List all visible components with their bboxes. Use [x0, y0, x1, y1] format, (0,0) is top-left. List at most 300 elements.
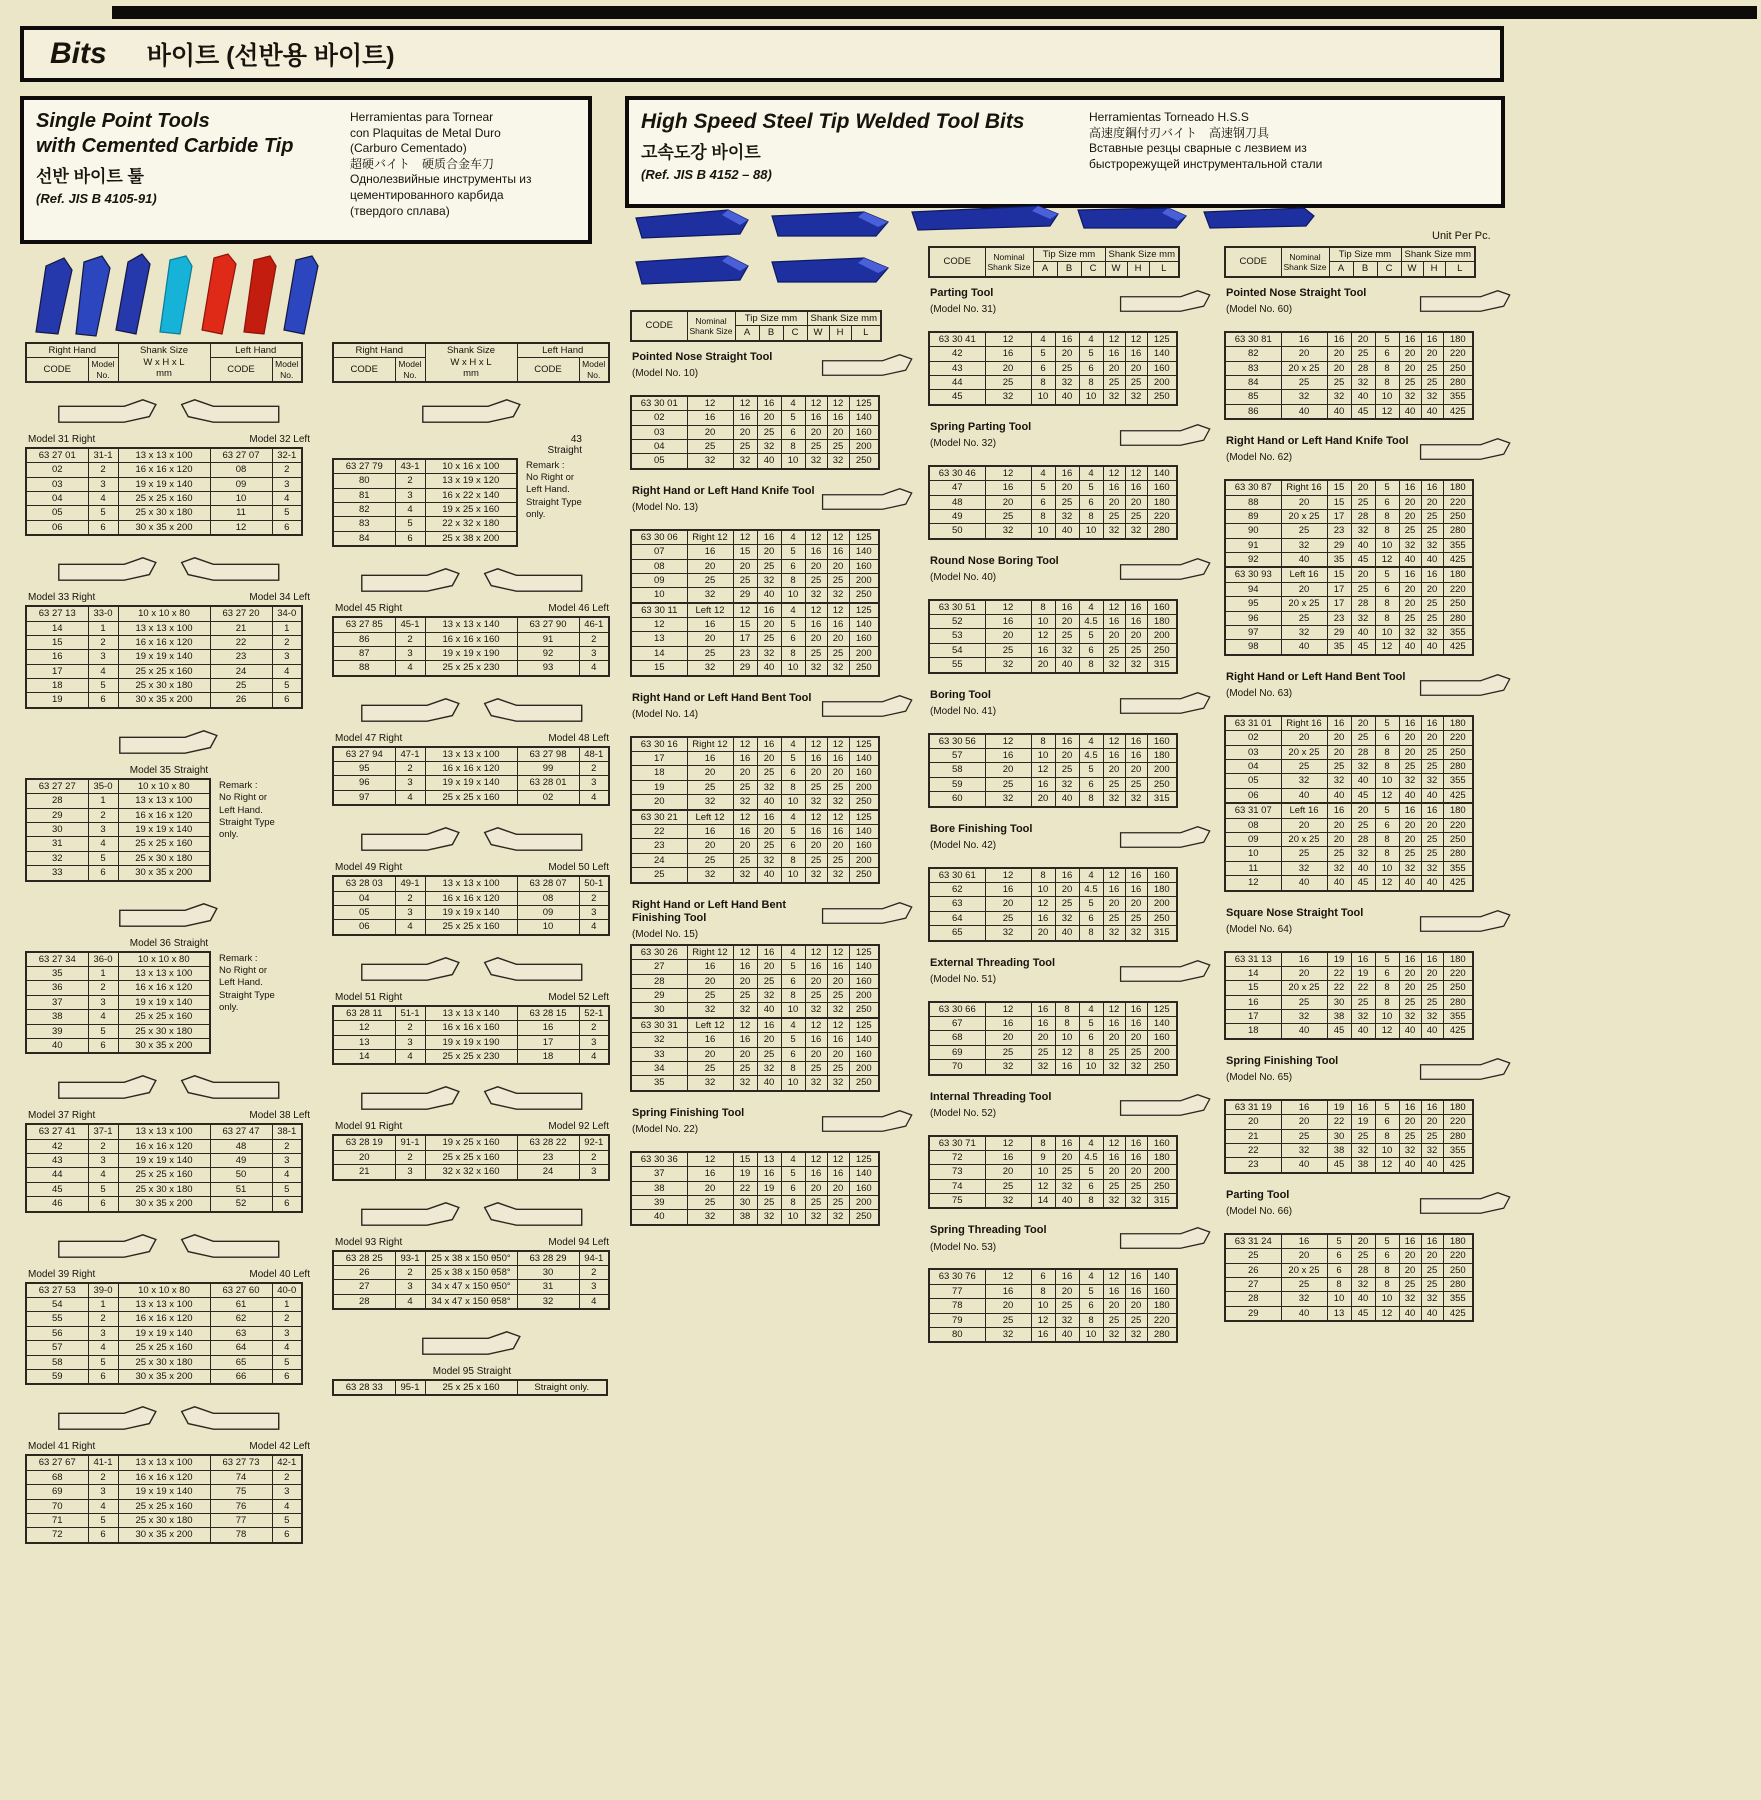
model-number: (Model No. 10) — [632, 367, 699, 379]
table-cell: 20 — [757, 411, 781, 425]
tool-bit-illustration — [1118, 1091, 1214, 1119]
table-cell: 8 — [1375, 611, 1399, 625]
table-row — [333, 876, 609, 891]
table-cell: 19 — [1327, 952, 1351, 967]
table-row — [1225, 731, 1473, 745]
table-cell: 6 — [272, 520, 302, 535]
model-label: Model 95 Straight — [432, 1366, 512, 1378]
table-cell: 46 — [26, 1197, 88, 1212]
table-row — [1225, 759, 1473, 773]
table-cell: 25 — [985, 643, 1031, 657]
carbide-section-header — [20, 96, 592, 244]
table-cell: 280 — [1147, 1328, 1177, 1343]
table-cell: 32 — [1055, 375, 1079, 389]
table-cell: 20 — [805, 632, 827, 646]
hss-section-header — [625, 96, 1505, 208]
left-hand-header: Left Hand — [210, 343, 302, 358]
table-row — [631, 989, 879, 1003]
table-cell: 32 — [757, 1062, 781, 1076]
table-cell: 10 — [1031, 1165, 1055, 1179]
model-number: (Model No. 53) — [930, 1241, 997, 1253]
tool-bit-illustration — [177, 397, 282, 425]
table-cell: 32 — [1351, 524, 1375, 538]
table-cell: 20 — [1351, 1234, 1375, 1249]
table-cell: 4 — [272, 1341, 302, 1355]
model-illustration — [25, 892, 313, 938]
table-cell: 12 — [827, 530, 849, 545]
table-cell: 25 — [1327, 847, 1351, 861]
table-cell: 25 — [827, 439, 849, 453]
table-cell: 32 — [1399, 1144, 1421, 1158]
table-cell: 25 — [1421, 995, 1443, 1009]
data-table — [25, 951, 211, 1055]
table-cell: 32 — [1103, 1060, 1125, 1075]
table-cell: 32 — [733, 795, 757, 810]
table-cell: 10 — [517, 920, 579, 935]
table-cell: 16 — [1055, 1269, 1079, 1284]
table-cell: 220 — [1443, 347, 1473, 361]
table-cell: 40 — [1281, 1306, 1327, 1321]
table-cell: 3 — [272, 1485, 302, 1499]
table-cell: 63 30 56 — [929, 734, 985, 749]
table-cell: 6 — [1327, 1263, 1351, 1277]
table-cell: 32 — [733, 454, 757, 469]
table-cell: 25 — [1103, 375, 1125, 389]
table-cell: 220 — [1443, 1115, 1473, 1129]
table-row — [1225, 716, 1473, 731]
table-cell: 25 — [1103, 509, 1125, 523]
table-cell: 04 — [333, 891, 395, 905]
table-cell: 3 — [395, 1280, 425, 1294]
model-illustration — [820, 692, 916, 725]
table-row — [26, 966, 210, 980]
table-cell: 30 x 35 x 200 — [118, 520, 210, 535]
table-row — [631, 559, 879, 573]
table-cell: 12 — [210, 520, 272, 535]
table-row — [631, 1181, 879, 1195]
table-cell: 15 — [1225, 981, 1281, 995]
table-row — [1225, 404, 1473, 419]
table-cell: 8 — [781, 853, 805, 867]
table-cell: 65 — [210, 1355, 272, 1369]
table-cell: 16 x 16 x 160 — [425, 1021, 517, 1035]
table-cell: 25 — [631, 868, 687, 883]
table-cell: 12 — [1375, 553, 1399, 568]
table-cell: 8 — [1375, 1129, 1399, 1143]
model-number: (Model No. 14) — [632, 708, 699, 720]
table-cell: 32 — [1351, 1144, 1375, 1158]
table-cell: 20 — [1421, 731, 1443, 745]
table-cell: 20 — [1399, 981, 1421, 995]
table-cell: 21 — [210, 621, 272, 635]
table-cell: 19 x 19 x 140 — [118, 995, 210, 1009]
table-cell: 51-1 — [395, 1006, 425, 1021]
table-cell: 425 — [1443, 1158, 1473, 1173]
tool-bit-illustration — [117, 901, 222, 929]
table-cell: 250 — [1147, 777, 1177, 791]
hss-tool-block — [1224, 905, 1516, 1040]
table-cell: 30 — [26, 823, 88, 837]
table-cell: 54 — [929, 643, 985, 657]
code-header: CODE — [1225, 247, 1281, 277]
table-cell: 19 x 19 x 140 — [118, 477, 210, 491]
table-cell: 83 — [333, 517, 395, 531]
table-cell: 16 — [1399, 567, 1421, 582]
table-cell: 355 — [1443, 538, 1473, 552]
table-row — [631, 945, 879, 960]
table-cell: 20 — [733, 425, 757, 439]
table-row — [929, 600, 1177, 615]
table-cell: 17 — [1327, 582, 1351, 596]
tool-bit-illustration — [1118, 957, 1214, 985]
tool-block-header — [1224, 669, 1516, 715]
table-cell: 32 — [1399, 861, 1421, 875]
table-cell: 32 — [1399, 774, 1421, 788]
table-cell: 70 — [929, 1060, 985, 1075]
table-cell: 32 — [985, 1194, 1031, 1209]
model-illustration — [1418, 907, 1514, 940]
table-cell: 16 — [1055, 868, 1079, 883]
table-cell: 3 — [88, 1326, 118, 1340]
model-label: Model 45 Right — [335, 603, 403, 615]
model-illustration — [332, 1075, 612, 1121]
table-cell: 14 — [1225, 966, 1281, 980]
table-cell: 140 — [1147, 347, 1177, 361]
table-cell: 8 — [781, 1062, 805, 1076]
table-cell: 4 — [781, 396, 805, 411]
model-illustration — [1118, 1091, 1214, 1124]
table-cell: 5 — [1079, 897, 1103, 911]
tool-bit-illustration — [1418, 1055, 1514, 1083]
model-label: Model 46 Left — [548, 603, 609, 615]
table-cell: 20 — [1281, 1115, 1327, 1129]
table-cell: 25 — [1103, 643, 1125, 657]
table-cell: 22 — [733, 1181, 757, 1195]
table-cell: 25 — [1421, 361, 1443, 375]
table-cell: 6 — [1079, 361, 1103, 375]
tool-block-header — [630, 690, 918, 736]
table-cell: 2 — [395, 474, 425, 488]
table-cell: 04 — [631, 439, 687, 453]
table-cell: 5 — [781, 545, 805, 559]
table-row — [26, 1370, 302, 1385]
table-cell: 84 — [333, 531, 395, 546]
model-labels — [332, 603, 612, 616]
tool-bit-illustration — [420, 397, 525, 425]
table-cell: 425 — [1443, 788, 1473, 803]
table-cell: 20 — [1399, 582, 1421, 596]
table-cell: 4 — [579, 1049, 609, 1064]
table-cell: 25 — [1103, 777, 1125, 791]
table-cell: 71 — [26, 1513, 88, 1527]
table-cell: 39 — [631, 1196, 687, 1210]
table-cell: 20 — [827, 1047, 849, 1061]
table-cell: 25 — [1421, 524, 1443, 538]
table-cell: 15 — [1327, 567, 1351, 582]
hss-tool-bits-illustration — [632, 204, 902, 300]
table-cell: 16 — [1055, 1136, 1079, 1151]
table-cell: 20 — [1281, 347, 1327, 361]
table-row — [333, 1150, 609, 1164]
table-cell: 4 — [88, 1499, 118, 1513]
table-cell: 12 — [985, 332, 1031, 347]
table-cell: 63 27 07 — [210, 448, 272, 463]
table-cell: 20 — [1421, 347, 1443, 361]
tool-bit-illustration — [1118, 555, 1214, 583]
table-cell: 4 — [1079, 466, 1103, 481]
table-cell: 40 — [1399, 1158, 1421, 1173]
table-cell: 63 28 33 — [333, 1380, 395, 1395]
table-cell: 32 — [1281, 1292, 1327, 1306]
table-row — [333, 1135, 609, 1150]
table-cell: 20 — [827, 425, 849, 439]
table-cell: 63 28 01 — [517, 776, 579, 790]
table-cell: 20 — [985, 897, 1031, 911]
table-cell: 32 — [517, 1294, 579, 1309]
table-cell: 25 — [1125, 1179, 1147, 1193]
table-cell: 9 — [1031, 1150, 1055, 1164]
model-label: Model 47 Right — [335, 732, 403, 744]
model-label: Model 33 Right — [28, 592, 96, 604]
table-cell: 10 — [1079, 1060, 1103, 1075]
table-cell: 8 — [1375, 597, 1399, 611]
table-cell: 20 — [1281, 731, 1327, 745]
table-row — [26, 1197, 302, 1212]
table-cell: 1 — [88, 966, 118, 980]
table-cell: 20 — [687, 974, 733, 988]
table-cell: 40 — [1281, 1024, 1327, 1039]
table-cell: 12 — [1375, 1158, 1399, 1173]
table-cell: 25 — [1281, 611, 1327, 625]
table-cell: 20 — [1055, 749, 1079, 763]
table-cell: 250 — [1147, 390, 1177, 405]
table-cell: 63 — [929, 897, 985, 911]
table-cell: 4 — [395, 502, 425, 516]
table-cell: 35 — [1327, 553, 1351, 568]
table-cell: 32 — [1421, 774, 1443, 788]
table-cell: 25 — [1421, 981, 1443, 995]
table-cell: 32 — [827, 1076, 849, 1091]
table-row — [26, 779, 210, 794]
table-cell: 16 — [1125, 749, 1147, 763]
table-cell: 20 — [733, 559, 757, 573]
table-cell: 25 — [757, 632, 781, 646]
table-cell: 4 — [1079, 1002, 1103, 1017]
table-cell: 180 — [1147, 882, 1177, 896]
table-cell: 8 — [1031, 868, 1055, 883]
tool-bit-illustration — [359, 825, 464, 853]
table-cell: 21 — [1225, 1129, 1281, 1143]
table-cell: 12 — [827, 1152, 849, 1167]
model-illustration — [25, 719, 313, 765]
table-cell: 12 — [1103, 734, 1125, 749]
model-label: Model 36 Straight — [129, 937, 209, 949]
data-table — [1224, 1233, 1474, 1322]
table-cell: 63 31 24 — [1225, 1234, 1281, 1249]
table-cell: 6 — [1375, 731, 1399, 745]
table-cell: 25 — [1399, 375, 1421, 389]
table-cell: 36 — [26, 981, 88, 995]
table-row — [333, 790, 609, 805]
table-cell: 1 — [88, 794, 118, 808]
table-cell: 32 — [1399, 390, 1421, 404]
table-cell: 19 x 19 x 140 — [425, 906, 517, 920]
tool-bit-illustration — [177, 1073, 282, 1101]
table-cell: 8 — [1031, 734, 1055, 749]
model-illustration — [820, 485, 916, 518]
table-cell: 32 — [733, 868, 757, 883]
table-cell: 63 30 26 — [631, 945, 687, 960]
table-cell: 20 — [1351, 567, 1375, 582]
table-cell: 5 — [1079, 1016, 1103, 1030]
table-cell: 66 — [210, 1370, 272, 1385]
table-cell: 12 — [827, 396, 849, 411]
hss-tool-block — [928, 419, 1216, 540]
table-cell: 40 — [1281, 876, 1327, 891]
table-cell: 4 — [395, 1049, 425, 1064]
data-table — [25, 778, 211, 882]
table-cell: 20 — [1055, 347, 1079, 361]
model-number: (Model No. 64) — [1226, 923, 1293, 935]
table-cell: 16 — [827, 1167, 849, 1181]
table-cell: 30 — [517, 1265, 579, 1279]
hss-tool-block — [928, 687, 1216, 808]
table-cell: 32 — [733, 1076, 757, 1091]
table-cell: 32 — [1055, 643, 1079, 657]
tool-block-header — [928, 821, 1216, 867]
table-cell: 10 x 10 x 80 — [118, 779, 210, 794]
table-cell: 315 — [1147, 658, 1177, 673]
table-cell: 16 — [827, 960, 849, 974]
table-cell: 250 — [1443, 361, 1473, 375]
table-cell: 32 — [1399, 626, 1421, 640]
table-cell: 25 — [1421, 1277, 1443, 1291]
table-cell: 20 — [1055, 1150, 1079, 1164]
data-table — [25, 605, 303, 709]
table-row — [26, 506, 302, 520]
table-cell: 13 x 13 x 100 — [118, 448, 210, 463]
table-row — [1225, 597, 1473, 611]
table-cell: 25 — [687, 1196, 733, 1210]
dim-header: L — [851, 326, 881, 341]
table-row — [333, 617, 609, 632]
table-cell: 5 — [1375, 803, 1399, 818]
table-cell: 16 x 16 x 120 — [118, 808, 210, 822]
model-labels — [25, 1441, 313, 1454]
table-row — [1225, 1263, 1473, 1277]
table-cell: 32 — [631, 1033, 687, 1047]
table-cell: 20 — [985, 1299, 1031, 1313]
table-cell: 16 x 16 x 120 — [118, 981, 210, 995]
tool-bit-illustration — [56, 1404, 161, 1432]
table-cell: 200 — [849, 1062, 879, 1076]
table-cell: 6 — [272, 1197, 302, 1212]
table-cell: 25 — [985, 1313, 1031, 1327]
table-cell: 20 — [805, 1181, 827, 1195]
table-cell: 35 — [631, 1076, 687, 1091]
table-cell: 38-1 — [272, 1124, 302, 1139]
table-cell: 90 — [1225, 524, 1281, 538]
table-cell: 220 — [1443, 1249, 1473, 1263]
model-labels — [332, 1366, 612, 1379]
text-line: Вставные резцы сварные с лезвием из — [1089, 141, 1307, 156]
table-cell: 52 — [929, 615, 985, 629]
table-row — [929, 1045, 1177, 1059]
table-cell: 20 — [757, 1033, 781, 1047]
table-cell: 220 — [1147, 509, 1177, 523]
tool-block-header — [928, 285, 1216, 331]
table-cell: 8 — [1375, 995, 1399, 1009]
table-cell: 180 — [1443, 803, 1473, 818]
table-cell: 16 — [1103, 882, 1125, 896]
table-cell: 16 — [1031, 1002, 1055, 1017]
table-cell: 200 — [849, 780, 879, 794]
table-cell: 8 — [781, 573, 805, 587]
table-cell: 180 — [1443, 716, 1473, 731]
table-row — [26, 679, 302, 693]
table-cell: 63 27 90 — [517, 617, 579, 632]
table-cell: 10 x 16 x 100 — [425, 459, 517, 474]
table-cell: 25 — [1125, 777, 1147, 791]
table-cell: 25 — [1281, 524, 1327, 538]
model-illustration — [1418, 435, 1514, 468]
table-cell: 16 — [805, 1033, 827, 1047]
table-cell: 40 — [1399, 788, 1421, 803]
table-cell: 160 — [1147, 868, 1177, 883]
table-row — [631, 868, 879, 883]
table-cell: 12 — [805, 603, 827, 618]
table-cell: 20 — [827, 839, 849, 853]
table-cell: 20 x 25 — [1281, 1263, 1327, 1277]
data-table — [25, 1454, 303, 1543]
table-row — [929, 868, 1177, 883]
carbide-model-block — [25, 719, 313, 882]
table-cell: 16 — [1103, 1284, 1125, 1298]
table-cell: Straight only. — [517, 1380, 607, 1395]
carbide-model-block — [25, 892, 313, 1055]
table-row — [26, 1312, 302, 1326]
table-cell: 19 — [757, 1181, 781, 1195]
hss-title-korean: 고속도강 바이트 — [641, 143, 761, 163]
table-cell: 3 — [579, 776, 609, 790]
table-cell: 6 — [781, 425, 805, 439]
text-line: con Plaquitas de Metal Duro — [350, 125, 501, 140]
model-labels — [332, 1121, 612, 1134]
table-cell: 355 — [1443, 861, 1473, 875]
table-cell: 6 — [1375, 966, 1399, 980]
table-cell: 25 — [827, 780, 849, 794]
model-label: Model 93 Right — [335, 1236, 403, 1248]
model-no-header: Model No. — [579, 358, 609, 382]
table-row — [631, 603, 879, 618]
table-cell: 20 — [827, 632, 849, 646]
model-label: Model 35 Straight — [129, 764, 209, 776]
table-cell: 25 — [733, 573, 757, 587]
table-cell: 160 — [1147, 1136, 1177, 1151]
table-cell: 89 — [1225, 509, 1281, 523]
table-cell: 23 — [1327, 524, 1351, 538]
table-cell: 34-0 — [272, 606, 302, 621]
table-cell: 3 — [88, 650, 118, 664]
table-cell: 3 — [395, 906, 425, 920]
table-row — [929, 1136, 1177, 1151]
table-cell: 40 — [1281, 553, 1327, 568]
table-cell: 25 x 25 x 160 — [425, 1150, 517, 1164]
table-cell: 4 — [88, 1168, 118, 1182]
hss-table-header — [928, 246, 1180, 278]
table-cell: 6 — [1375, 818, 1399, 832]
table-cell: 25 x 25 x 160 — [118, 1499, 210, 1513]
